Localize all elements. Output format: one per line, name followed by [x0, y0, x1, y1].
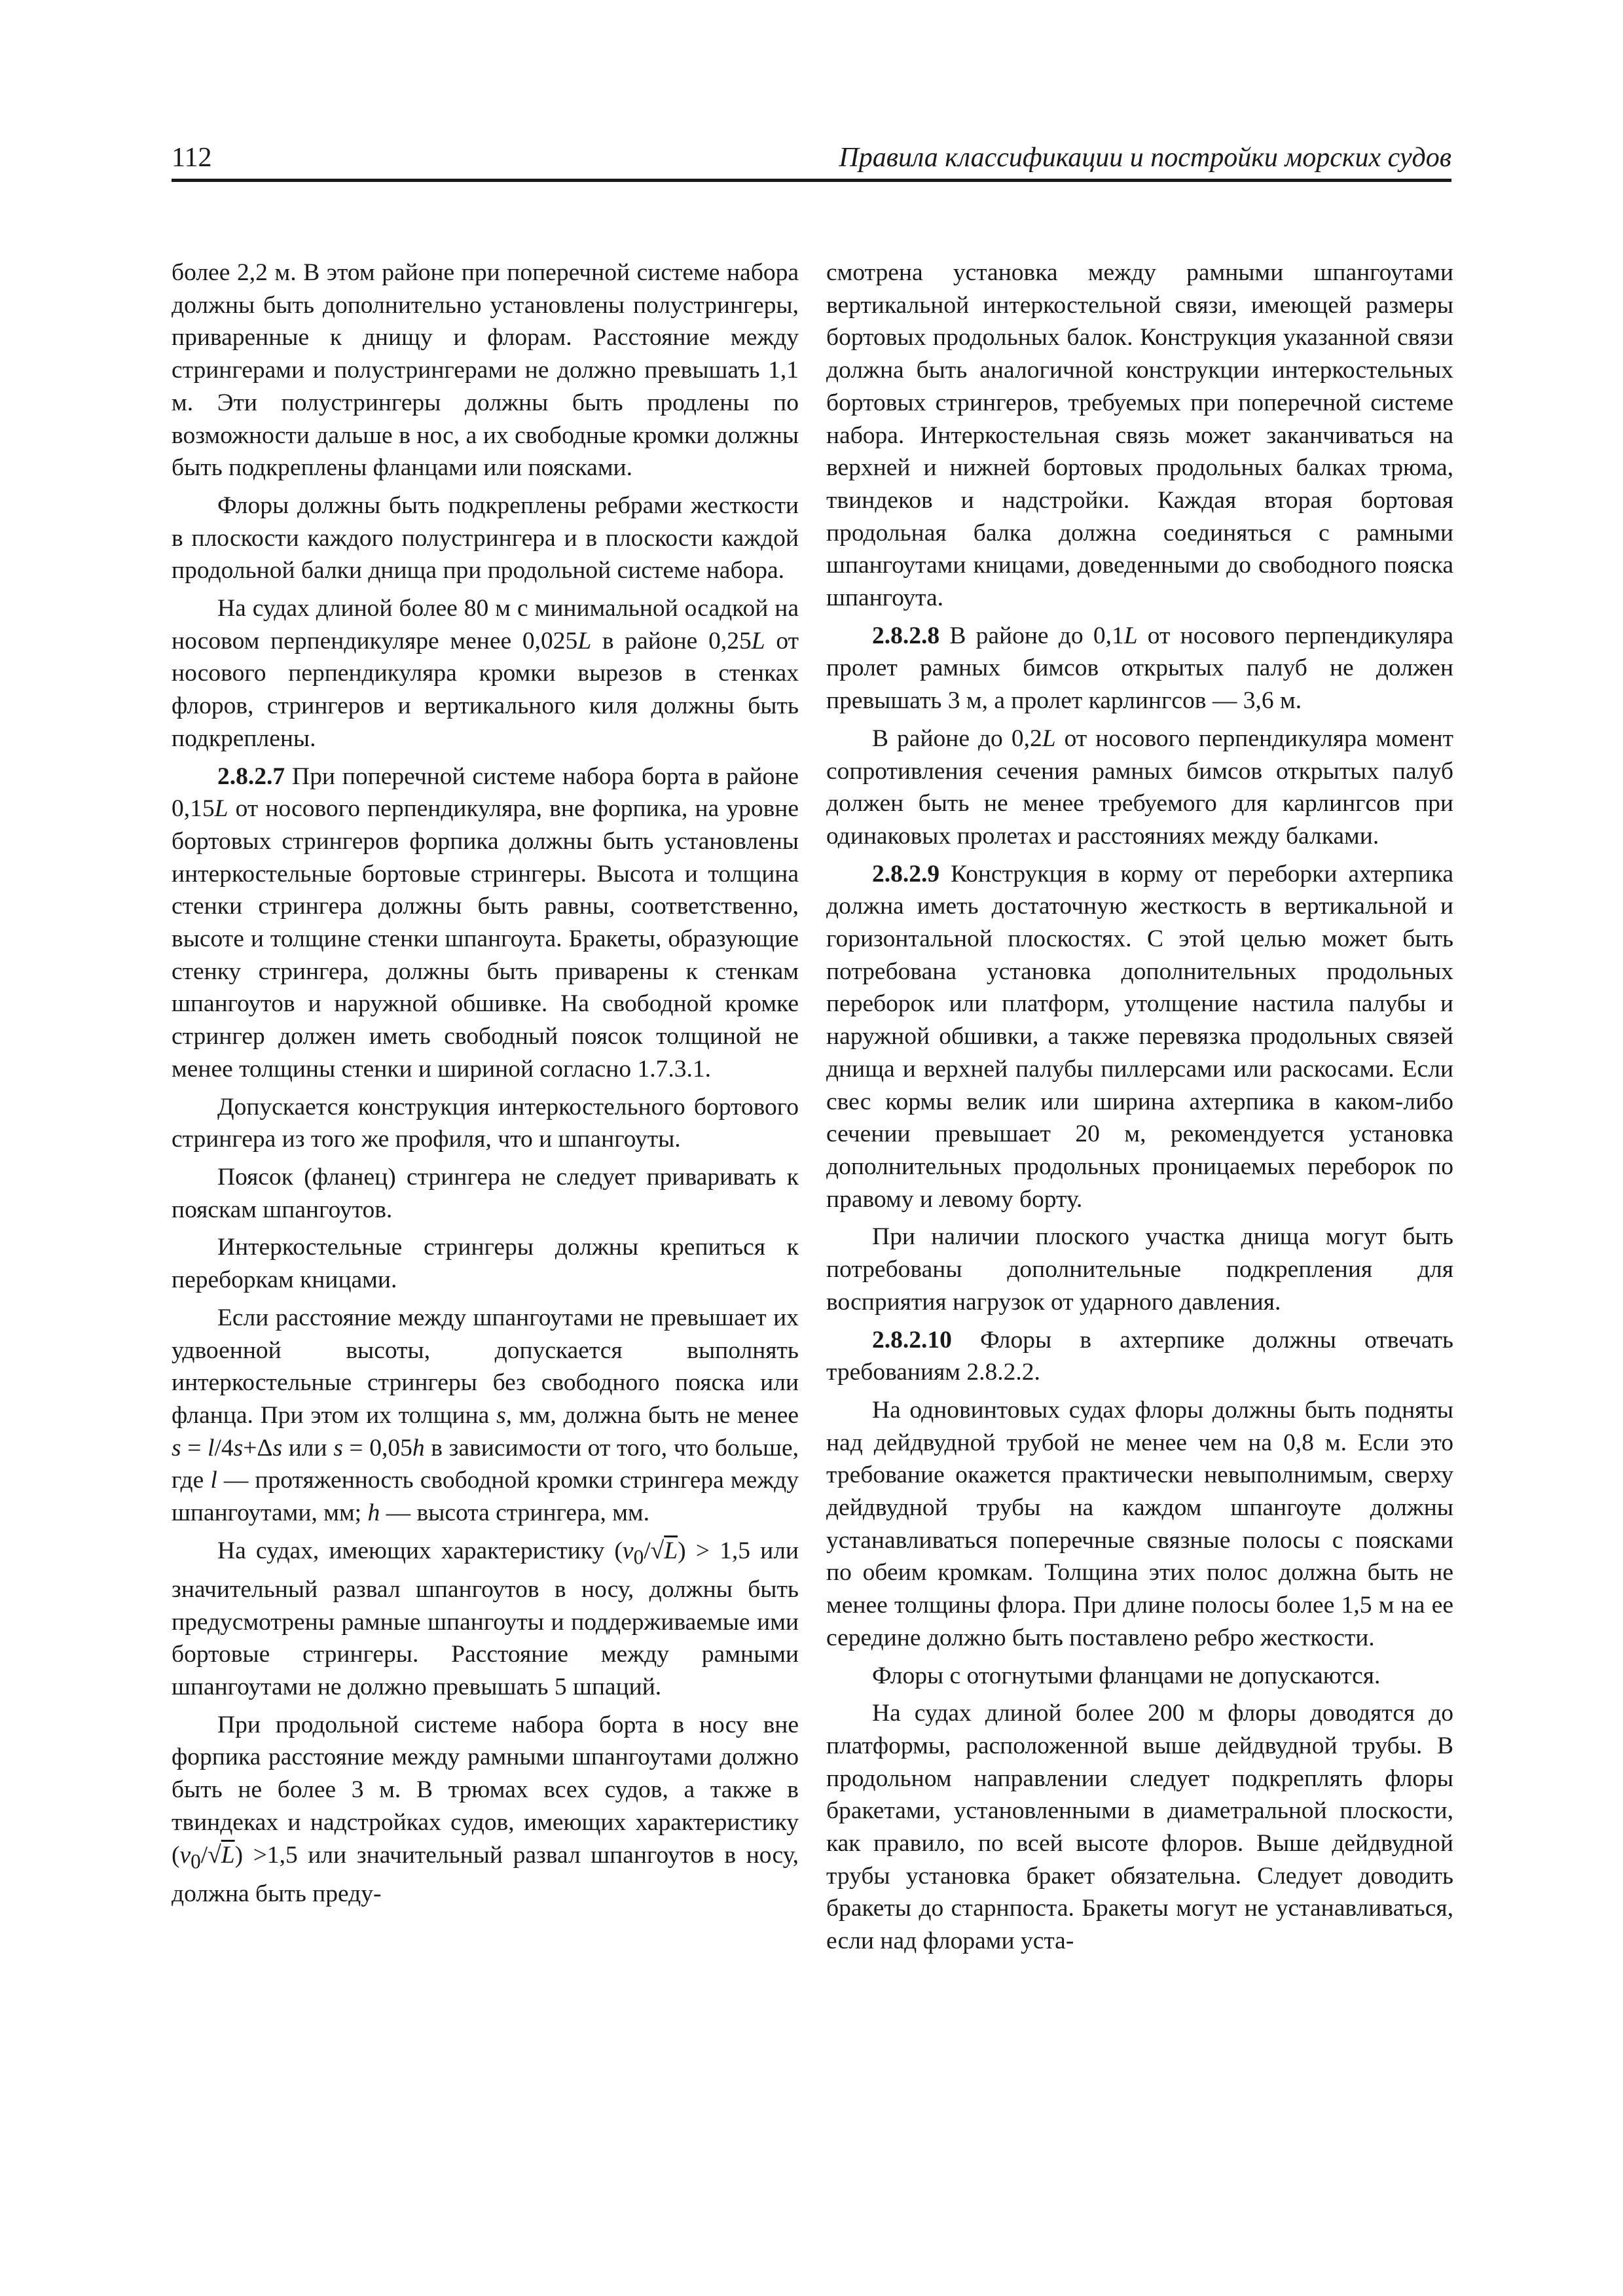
- section-number: 2.8.2.7: [217, 762, 285, 790]
- paragraph: Флоры с отогнутыми фланцами не допускаются.: [872, 1662, 1381, 1689]
- paragraph: Если расстояние между шпангоутами не превышает их удвоенной высоты, допускается выполнять интеркостельные стрингеры без свободного пояска или фланца. При этом их толщина s, мм, должна быть не менее s = l/4s+Δs или s = 0,05h в зависимости от того, что больше, где l — протяженность свободной кромки стрингера между шпангоутами, мм; h — высота стрингера, мм.: [172, 1304, 799, 1527]
- paragraph: На судах длиной более 200 м флоры доводятся до платформы, расположенной выше дейдвудной трубы. В продольном направлении следует подкреплять флоры бракетами, установленными в диаметральной плоскости, как правило, по всей высоте флоров. Выше дейдвудной трубы установка бракет обязательна. Следует доводить бракеты до старнпоста. Бракеты могут не устанавливаться, если над флорами уста-: [826, 1700, 1453, 1955]
- paragraph: На судах длиной более 80 м с минимальной осадкой на носовом перпендикуляре менее 0,025L в районе 0,25L от носового перпендикуляра кромки вырезов в стенках флоров, стрингеров и вертикального киля должны быть подкреплены.: [172, 595, 799, 752]
- paragraph: более 2,2 м. В этом районе при поперечной системе набора должны быть дополнительно установлены полустрингеры, приваренные к днищу и флорам. Расстояние между стрингерами и полустрингерами не должно превышать 1,1 м. Эти полустрингеры должны быть продлены по возможности дальше в нос, а их свободные кромки должны быть подкреплены фланцами или поясками.: [172, 259, 799, 482]
- section-number: 2.8.2.10: [872, 1326, 952, 1354]
- section-2-8-2-10: 2.8.2.10 Флоры в ахтерпике должны отвечать требованиям 2.8.2.2.: [826, 1326, 1453, 1386]
- section-2-8-2-8: 2.8.2.8 В районе до 0,1L от носового перпендикуляра пролет рамных бимсов открытых палуб не должен превышать 3 м, а пролет карлингсов — 3,6 м.: [826, 622, 1453, 715]
- section-number: 2.8.2.9: [872, 860, 940, 888]
- paragraph: смотрена установка между рамными шпангоутами вертикальной интеркостельной связи, имеющей размеры бортовых продольных балок. Конструкция указанной связи должна быть аналогичной конструкции интеркостельных бортовых стрингеров, требуемых при поперечной системе набора. Интеркостельная связь может заканчиваться на верхней и нижней бортовых продольных балках трюма, твиндеков и надстройки. Каждая вторая бортовая продольная балка должна соединяться с рамными шпангоутами кницами, доведенными до свободного пояска шпангоута.: [826, 259, 1453, 612]
- paragraph: При наличии плоского участка днища могут быть потребованы дополнительные подкрепления для восприятия нагрузок от ударного давления.: [826, 1223, 1453, 1316]
- formula: $v_0/√L$: [622, 1537, 678, 1569]
- formula: $v_0/√L$: [179, 1841, 235, 1873]
- left-column: [172, 257, 799, 1915]
- page-number: 112: [172, 143, 212, 173]
- paragraph: На судах, имеющих характеристику $(v_0/√L) > 1,5$ или значительный развал шпангоутов в носу, должны быть предусмотрены рамные шпангоуты и поддерживаемые ими бортовые стрингеры. Расстояние между рамными шпангоутами не должно превышать 5 шпаций.: [172, 1537, 799, 1701]
- section-number: 2.8.2.8: [872, 622, 940, 649]
- paragraph: Поясок (фланец) стрингера не следует приваривать к пояскам шпангоутов.: [172, 1163, 799, 1223]
- paragraph: В районе до 0,2L от носового перпендикуляра момент сопротивления сечения рамных бимсов открытых палуб должен быть не менее требуемого для карлингсов при одинаковых пролетах и расстояниях между балками.: [826, 725, 1453, 850]
- paragraph: На одновинтовых судах флоры должны быть подняты над дейдвудной трубой не менее чем на 0,8 м. Если это требование окажется практически невыполнимым, сверху дейдвудной трубы на каждом шпангоуте должны устанавливаться поперечные связные полосы с поясками по обеим кромкам. Толщина этих полос должна быть не менее толщины флора. При длине полосы более 1,5 м на ее середине должно быть поставлено ребро жесткости.: [826, 1396, 1453, 1651]
- running-title: Правила классификации и постройки морских судов: [839, 143, 1451, 173]
- paragraph: Флоры должны быть подкреплены ребрами жесткости в плоскости каждого полустрингера и в плоскости каждой продольной балки днища при продольной системе набора.: [172, 492, 799, 584]
- section-2-8-2-9: 2.8.2.9 Конструкция в корму от переборки ахтерпика должна иметь достаточную жесткость в вертикальной и горизонтальной плоскостях. С этой целью может быть потребована установка дополнительных продольных переборок или платформ, утолщение настила палубы и наружной обшивки, а также перевязка продольных связей днища и верхней палубы пиллерсами или раскосами. Если свес кормы велик или ширина ахтерпика в каком-либо сечении превышает 20 м, рекомендуется установка дополнительных продольных проницаемых переборок по правому и левому борту.: [826, 860, 1453, 1213]
- section-2-8-2-7: 2.8.2.7 При поперечной системе набора борта в районе 0,15L от носового перпендикуляра, вне форпика, на уровне бортовых стрингеров форпика должны быть установлены интеркостельные бортовые стрингеры. Высота и толщина стенки стрингера должны быть равны, соответственно, высоте и толщине стенки шпангоута. Бракеты, образующие стенку стрингера, должны быть приварены к стенкам шпангоутов и наружной обшивке. На свободной кромке стрингер должен иметь свободный поясок толщиной не менее толщины стенки и шириной согласно 1.7.3.1.: [172, 762, 799, 1083]
- right-column: [826, 257, 1453, 1963]
- paragraph: Допускается конструкция интеркостельного бортового стрингера из того же профиля, что и шпангоуты.: [172, 1093, 799, 1153]
- paragraph: При продольной системе набора борта в носу вне форпика расстояние между рамными шпангоутами должно быть не более 3 м. В трюмах всех судов, а также в твиндеках и надстройках судов, имеющих характеристику $(v_0/√L) >1,5$ или значительный развал шпангоутов в носу, должна быть преду-: [172, 1711, 799, 1907]
- paragraph: Интеркостельные стрингеры должны крепиться к переборкам кницами.: [172, 1234, 799, 1294]
- page-header: [172, 141, 1451, 182]
